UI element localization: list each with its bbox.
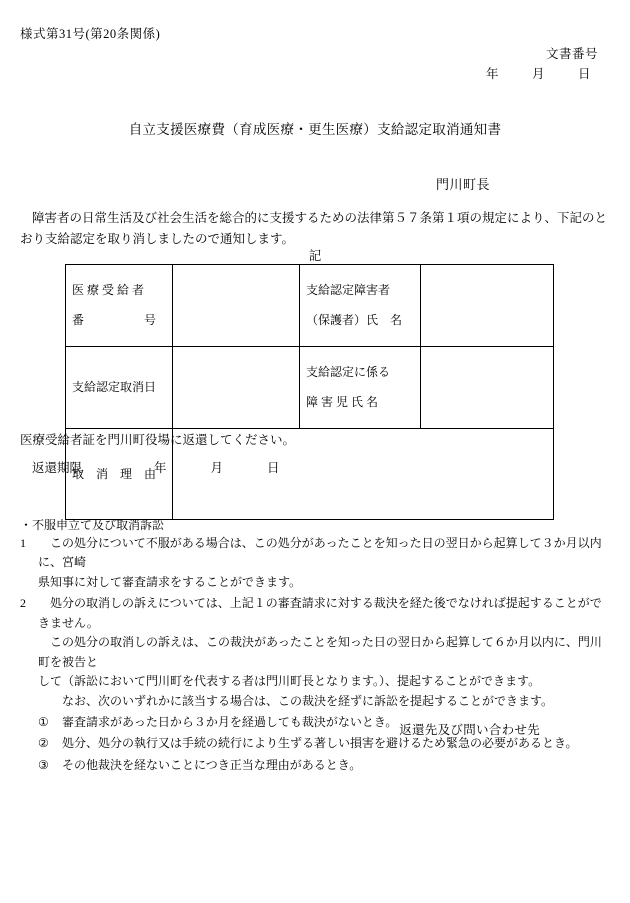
appeal-item-mark: 1 (20, 536, 26, 550)
date-month-label: 月 (532, 67, 545, 81)
return-month-label: 月 (210, 461, 224, 475)
cell-child-name-value (421, 347, 554, 429)
notification-table (65, 264, 554, 520)
recipient-number-label-line2: 番 号 (72, 313, 157, 327)
appeal-item (20, 594, 610, 775)
table-row (66, 265, 554, 347)
appeal-heading: ・不服申立て及び取消訴訟 (20, 518, 165, 532)
certified-person-label-line1: 支給認定障害者 (306, 283, 391, 297)
return-day-label: 日 (267, 461, 280, 475)
return-deadline-label: 返還期限 (32, 461, 83, 475)
ki-mark: 記 (308, 249, 322, 263)
appeal-item-body (38, 534, 610, 592)
cell-child-name-label (300, 347, 421, 429)
cell-recipient-number-label (66, 265, 173, 347)
cell-recipient-number-boxes (173, 265, 300, 347)
appeal-sub-item-mark: ② (38, 736, 49, 751)
lead-paragraph: 障害者の日常生活及び社会生活を総合的に支援するための法律第５７条第１項の規定により、下記のとおり支給認定を取り消しましたので通知します。 (20, 211, 608, 246)
page-title: 自立支援医療費（育成医療・更生医療）支給認定取消通知書 (128, 122, 502, 137)
appeal-item-body (38, 594, 610, 775)
form-number: 様式第31号(第20条関係) (20, 27, 161, 41)
appeal-sub-item-text: 審査請求があった日から３か月を経過しても裁決がないとき。 (62, 714, 398, 729)
return-deadline-row (32, 458, 280, 476)
return-note: 医療受給者証を門川町役場に返還してください。 (20, 433, 296, 447)
appeal-sub-item-mark: ③ (38, 757, 49, 772)
appeal-item-line: この処分の取消しの訴えは、この裁決があったことを知った日の翌日から起算して６か月以内に、門川町を被告と (38, 635, 602, 669)
cell-cancel-date-value (173, 347, 300, 429)
appeal-item-line: して（訴訟において門川町を代表する者は門川町長となります。）、提起することができます。 (38, 674, 541, 689)
child-name-label-line2: 障 害 児 氏 名 (306, 395, 379, 409)
document-number-label: 文書番号 (545, 47, 598, 61)
appeal-sub-item-mark: ① (38, 714, 49, 729)
issuer-name: 門川町長 (435, 177, 490, 192)
cell-certified-person-name-label (300, 265, 421, 347)
date-year-label: 年 (486, 67, 499, 81)
certified-person-label-line2: （保護者）氏 名 (306, 313, 403, 327)
cancel-date-label: 支給認定取消日 (72, 380, 157, 394)
date-day-label: 日 (578, 67, 591, 81)
appeal-section (20, 532, 610, 775)
child-name-label-line1: 支給認定に係る (306, 365, 391, 379)
appeal-item-line: この処分について不服がある場合は、この処分があったことを知った日の翌日から起算して３か月以内に、宮崎 (38, 536, 602, 570)
appeal-sub-item (38, 756, 610, 775)
appeal-sub-item-text: その他裁決を経ないことにつき正当な理由があるとき。 (62, 757, 362, 772)
cell-certified-person-name-value (421, 265, 554, 347)
document-date (486, 64, 598, 82)
recipient-number-label-line1: 医 療 受 給 者 (72, 283, 145, 297)
appeal-note: なお、次のいずれかに該当する場合は、この裁決を経ずに訴訟を提起することができます。 (62, 693, 554, 708)
contact-label: 返還先及び問い合わせ先 (399, 723, 540, 737)
appeal-item-line: 県知事に対して審査請求をすることができます。 (38, 574, 302, 589)
appeal-item (20, 534, 610, 592)
cancel-reason-label: 取 消 理 由 (72, 466, 157, 481)
appeal-sub-item-text: 処分、処分の執行又は手続の続行により生ずる著しい損害を避けるため緊急の必要があるとき。 (62, 736, 578, 751)
appeal-item-mark: 2 (20, 596, 26, 611)
appeal-item-line: 処分の取消しの訴えについては、上記１の審査請求に対する裁決を経た後でなければ提起することができません。 (38, 596, 602, 630)
return-year-label: 年 (154, 461, 167, 475)
